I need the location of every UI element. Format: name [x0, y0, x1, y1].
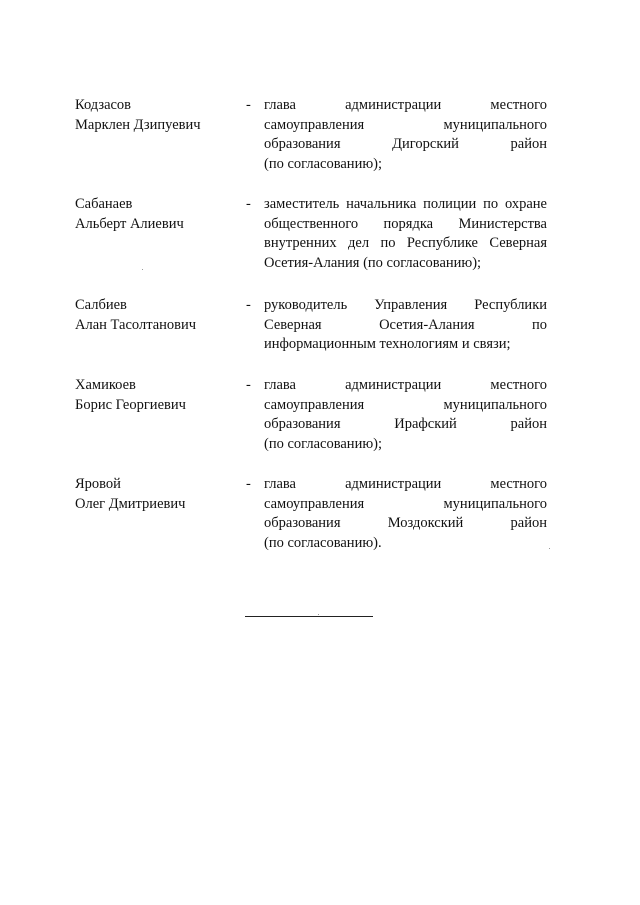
role-line: глава администрации местного	[264, 476, 547, 492]
member-given-names: Альберт Алиевич	[75, 215, 184, 232]
member-name	[75, 296, 245, 335]
role-line: образования Моздокский район	[264, 515, 547, 531]
role-line: (по согласованию);	[264, 155, 383, 172]
role-line: глава администрации местного	[264, 97, 547, 113]
member-name	[75, 376, 245, 415]
role-line: самоуправления муниципального	[264, 116, 547, 133]
member-role	[264, 296, 547, 355]
member-name	[75, 195, 245, 234]
member-surname: Кодзасов	[75, 97, 132, 113]
dash-separator: -	[246, 196, 251, 212]
member-given-names: Олег Дмитриевич	[75, 495, 186, 512]
scan-speck	[549, 548, 550, 549]
role-line: (по согласованию);	[264, 435, 383, 452]
member-name	[75, 96, 245, 135]
dash-separator: -	[246, 476, 251, 492]
dash-separator: -	[246, 297, 251, 313]
member-role	[264, 195, 547, 273]
scan-speck	[142, 269, 143, 270]
dash-separator: -	[246, 377, 251, 393]
scan-speck	[318, 614, 319, 615]
role-line: образования Дигорский район	[264, 136, 547, 152]
role-line: заместитель начальника полиции по охране	[264, 196, 547, 212]
role-line: общественного порядка Министерства	[264, 215, 547, 232]
member-surname: Салбиев	[75, 297, 127, 313]
role-line: образования Ирафский район	[264, 416, 547, 432]
role-line: глава администрации местного	[264, 377, 547, 393]
role-line: самоуправления муниципального	[264, 495, 547, 512]
member-given-names: Алан Тасолтанович	[75, 316, 197, 333]
member-given-names: Борис Георгиевич	[75, 396, 186, 413]
closing-rule	[245, 616, 373, 617]
role-line: внутренних дел по Республике Северная	[264, 235, 547, 251]
member-surname: Хамикоев	[75, 377, 136, 393]
role-line: руководитель Управления Республики	[264, 297, 547, 313]
role-line: Северная Осетия-Алания по	[264, 316, 547, 333]
role-line: (по согласованию).	[264, 534, 382, 551]
role-line: самоуправления муниципального	[264, 396, 547, 413]
member-given-names: Марклен Дзипуевич	[75, 116, 201, 133]
member-name	[75, 475, 245, 514]
member-surname: Сабанаев	[75, 196, 133, 212]
member-role	[264, 376, 547, 454]
role-line: Осетия-Алания (по согласованию);	[264, 254, 482, 271]
role-line: информационным технологиям и связи;	[264, 336, 511, 352]
member-role	[264, 96, 547, 174]
member-surname: Яровой	[75, 476, 121, 492]
member-role	[264, 475, 547, 553]
dash-separator: -	[246, 97, 251, 113]
